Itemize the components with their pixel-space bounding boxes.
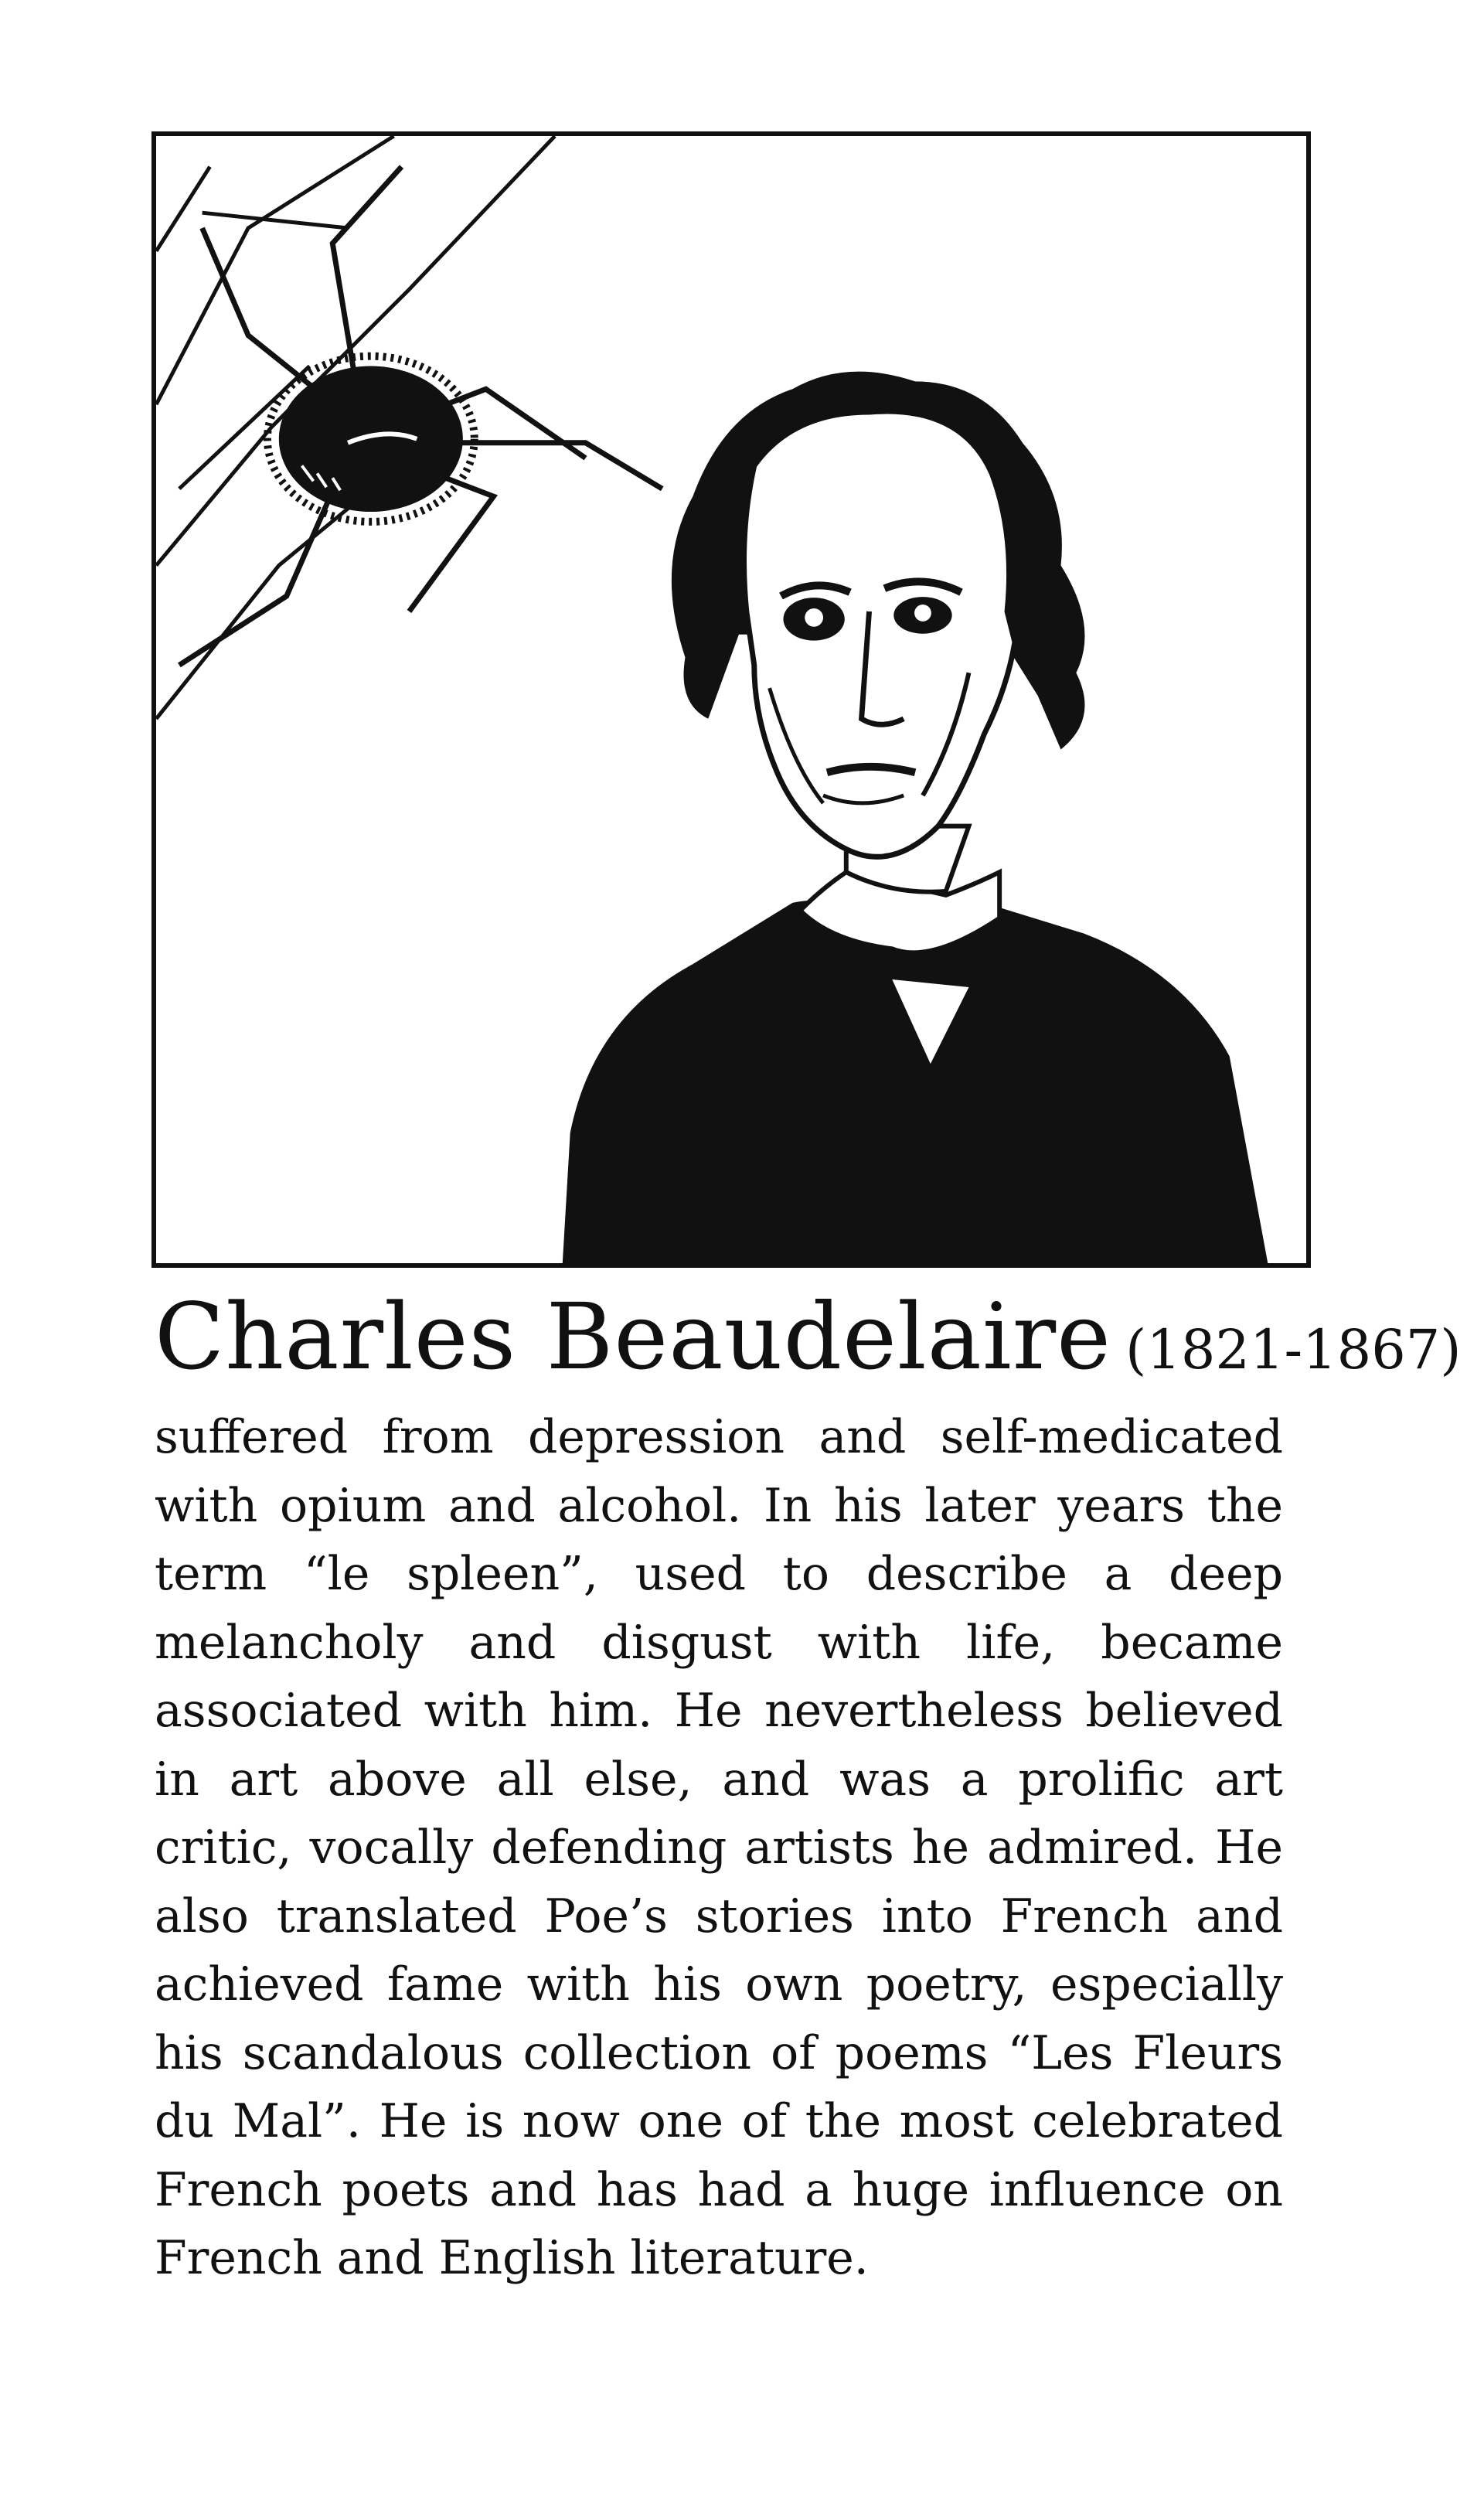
bio-line: suffered from depression and self-medicated	[155, 1410, 1283, 1464]
bio-line: melancholy and disgust with life, became	[155, 1615, 1283, 1670]
bio-line: du Mal”. He is now one of the most celebrated	[155, 2094, 1283, 2148]
bio-line: in art above all else, and was a prolific art	[155, 1752, 1283, 1807]
person-name: Charles Beaudelaire	[155, 1283, 1112, 1390]
bio-line: achieved fame with his own poetry, especially	[155, 1957, 1283, 2011]
bio-line: French poets and has had a huge influence on	[155, 2162, 1283, 2217]
spider-icon	[179, 167, 662, 666]
life-dates: (1821-1867)	[1125, 1318, 1462, 1381]
title-heading	[155, 1283, 1462, 1390]
ink-illustration	[156, 136, 1306, 1263]
bio-line: critic, vocally defending artists he admired. He	[155, 1821, 1283, 1875]
illustration-panel	[151, 131, 1311, 1268]
bio-line: associated with him. He nevertheless believed	[155, 1684, 1283, 1738]
bio-line: term “le spleen”, used to describe a deep	[155, 1547, 1283, 1601]
portrait-figure	[563, 372, 1268, 1263]
bio-line: French and English literature.	[155, 2231, 869, 2285]
bio-line: his scandalous collection of poems “Les Fleurs	[155, 2025, 1283, 2080]
biography-text	[155, 1403, 1283, 2293]
bio-line: with opium and alcohol. In his later years the	[155, 1478, 1283, 1533]
bio-line: also translated Poe’s stories into French and	[155, 1889, 1283, 1943]
